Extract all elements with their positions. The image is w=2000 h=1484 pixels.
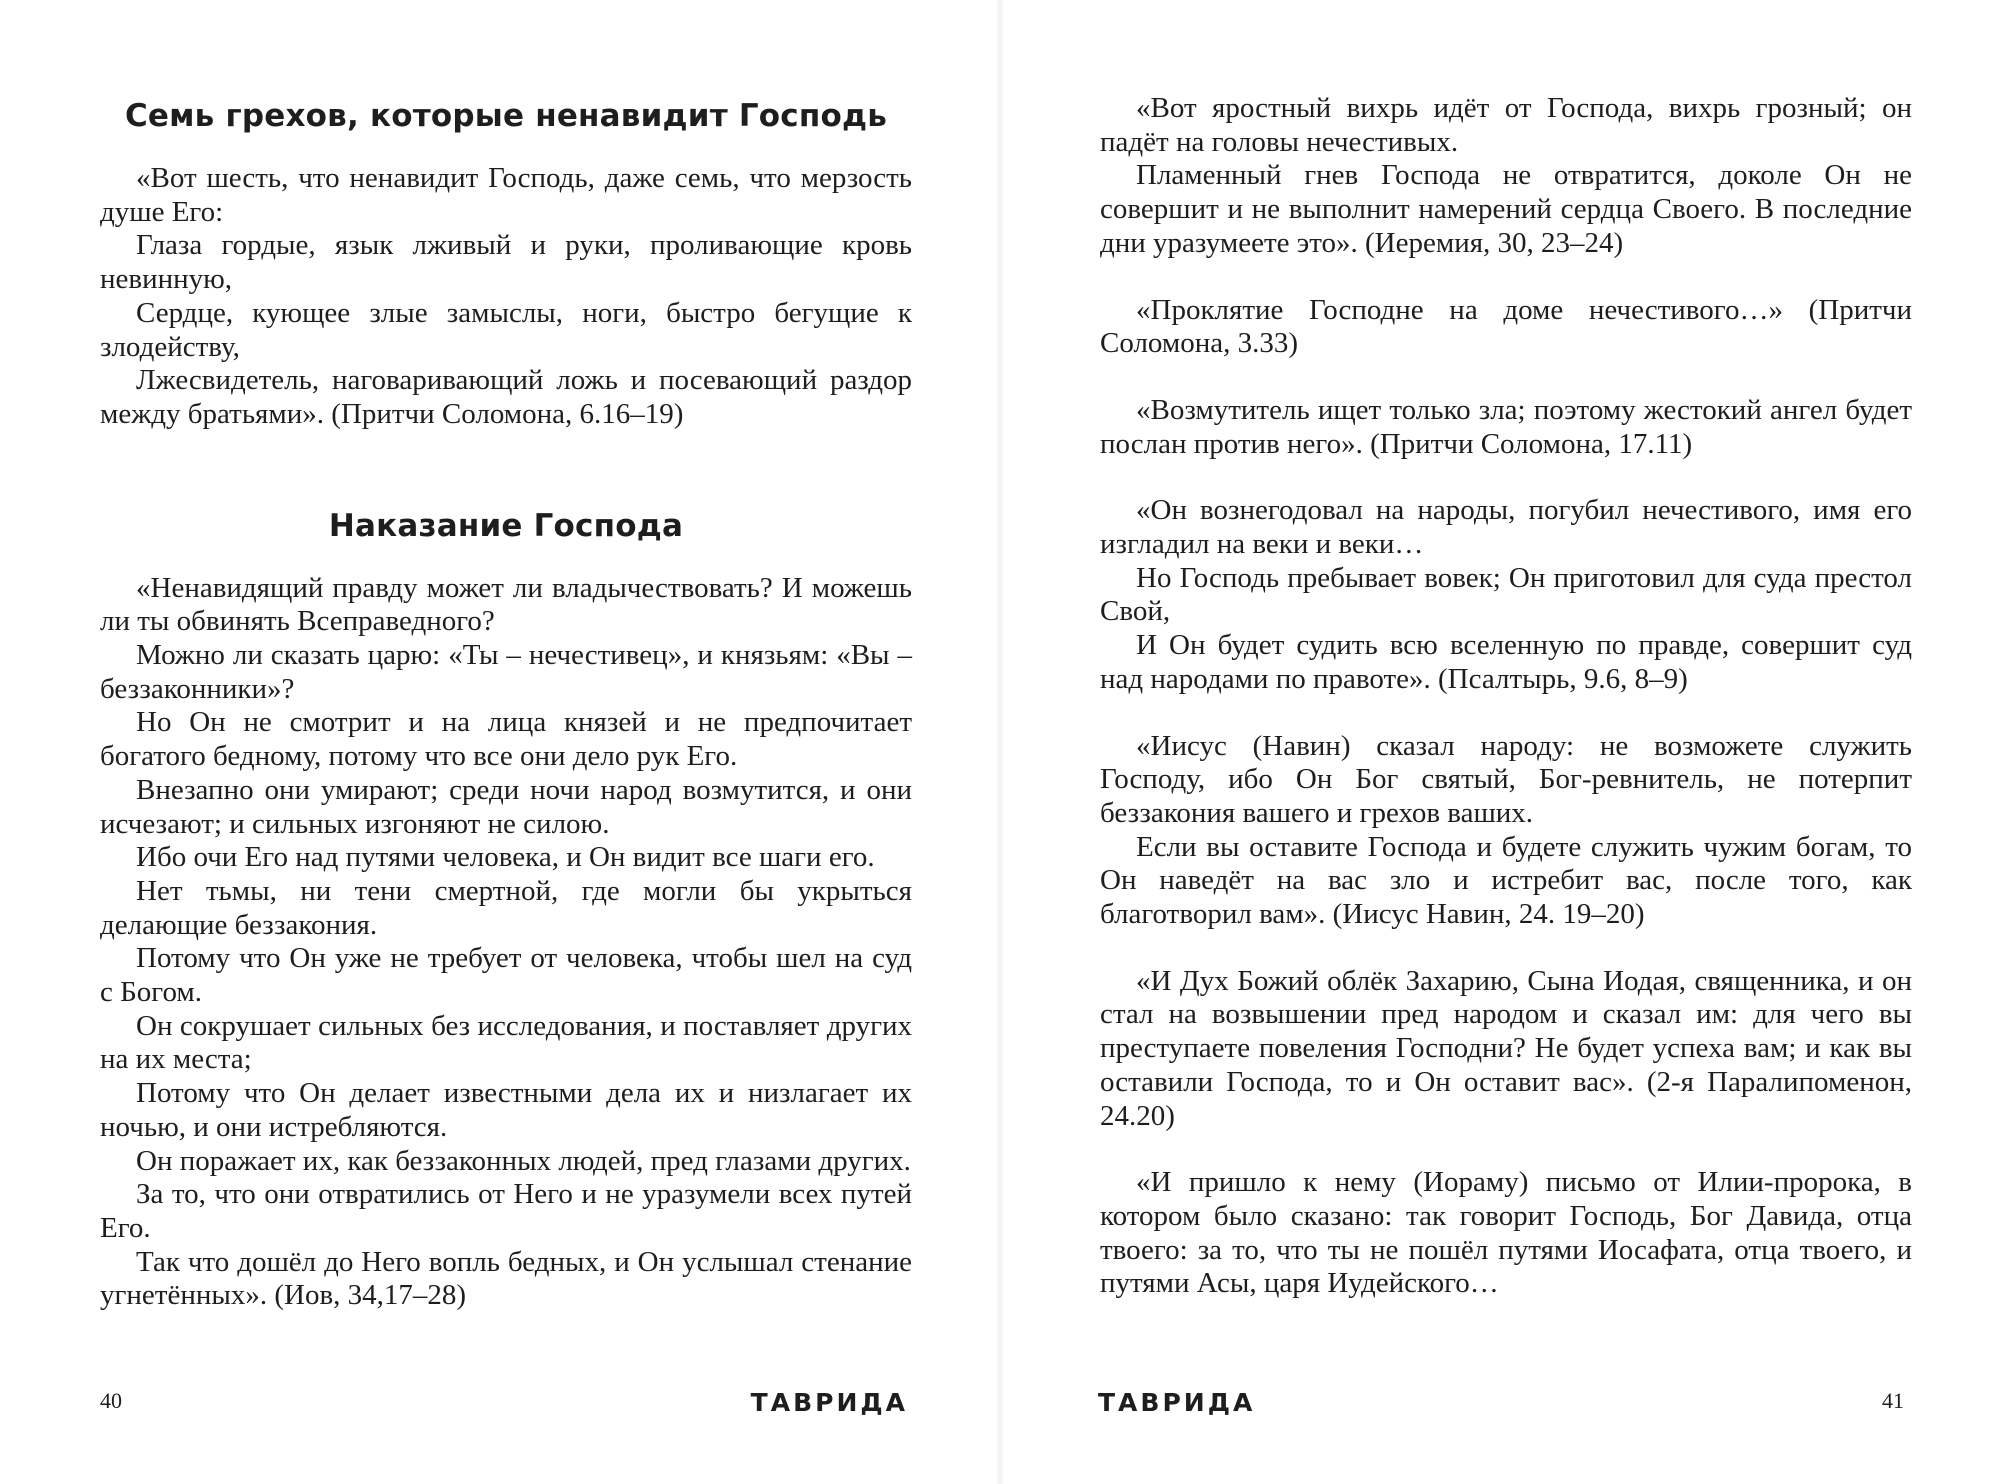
quote-block: [1100, 494, 1912, 696]
paragraph: Сердце, кующее злые замыслы, ноги, быстро бегущие к злодейству,: [100, 296, 912, 363]
paragraph: Он поражает их, как беззаконных людей, пред глазами других.: [136, 1144, 911, 1177]
paragraph: Пламенный гнев Господа не отвратится, доколе Он не совершит и не выполнит намерений сердца Своего. В последние дни уразумеете это». (Иеремия, 30, 23–24): [1100, 159, 1912, 259]
section-body-seven-sins: [100, 162, 912, 432]
paragraph: «И Дух Божий облёк Захарию, Сына Иодая, священника, и он стал на возвышении пред народом и сказал им: для чего вы преступаете повеления Господни? Не будет успеха вам; и как вы оставили Господа, то и Он оставит вас». (2-я Паралипоменон, 24.20): [1100, 964, 1912, 1132]
page-number-right: 41: [1882, 1388, 1904, 1413]
publisher-logo-right: ТАВРИДА: [1098, 1388, 1256, 1417]
paragraph: Он сокрушает сильных без исследования, и поставляет других на их места;: [100, 1009, 912, 1076]
paragraph: Можно ли сказать царю: «Ты – нечестивец», и князьям: «Вы –беззаконники»?: [100, 639, 912, 705]
paragraph: Потому что Он уже не требует от человека, чтобы шел на суд с Богом.: [100, 942, 912, 1009]
right-page: [1000, 0, 2000, 1484]
paragraph: Глаза гордые, язык лживый и руки, проливающие кровь невинную,: [100, 229, 912, 296]
paragraph: Лжесвидетель, наговаривающий ложь и посевающий раздор между братьями». (Притчи Соломона, 6.16–19): [100, 364, 912, 430]
paragraph: Внезапно они умирают; среди ночи народ возмутится, и они исчезают; и сильных изгоняют не силою.: [100, 773, 912, 840]
paragraph: За то, что они отвратились от Него и не уразумели всех путей Его.: [100, 1178, 912, 1244]
paragraph: «Вот шесть, что ненавидит Господь, даже семь, что мерзость душе Его:: [100, 162, 912, 228]
right-text-column: [1100, 92, 1912, 1301]
quote-block: [1100, 730, 1912, 932]
paragraph: «Иисус (Навин) сказал народу: не возможете служить Господу, ибо Он Бог святый, Бог-ревнитель, не потерпит беззакония вашего и грехов ваших.: [1100, 729, 1912, 829]
paragraph: Но Он не смотрит и на лица князей и не предпочитает богатого бедному, потому что все они дело рук Его.: [100, 706, 912, 773]
section-title-punishment: Наказание Господа: [328, 507, 684, 544]
paragraph: «Проклятие Господне на доме нечестивого…» (Притчи Соломона, 3.33): [1100, 293, 1912, 360]
quote-block: [1100, 294, 1912, 361]
paragraph: Если вы оставите Господа и будете служить чужим богам, то Он наведёт на вас зло и истребит вас, после того, как благотворил вам». (Иисус Навин, 24. 19–20): [1100, 830, 1912, 931]
paragraph: Потому что Он делает известными дела их и низлагает их ночью, и они истребляются.: [100, 1077, 912, 1143]
left-text-column: [100, 92, 912, 1313]
paragraph: «И пришло к нему (Иораму) письмо от Илии-пророка, в котором было сказано: так говорит Господь, Бог Давида, отца твоего: за то, что ты не пошёл путями Иосафата, отца твоего, и путями Асы, царя Иудейского…: [1100, 1166, 1912, 1300]
paragraph: «Он вознегодовал на народы, погубил нечестивого, имя его изгладил на веки и веки…: [1100, 494, 1912, 561]
quote-block: [1100, 965, 1912, 1134]
paragraph: «Ненавидящий правду может ли владычествовать? И можешь ли ты обвинять Всеправедного?: [100, 571, 912, 638]
paragraph: Нет тьмы, ни тени смертной, где могли бы укрыться делающие беззакония.: [100, 874, 912, 941]
paragraph: Так что дошёл до Него вопль бедных, и Он услышал стенание угнетённых». (Иов, 34,17–28): [100, 1245, 912, 1312]
paragraph: Ибо очи Его над путями человека, и Он видит все шаги его.: [136, 841, 875, 874]
quote-block: [1100, 1166, 1912, 1301]
section-title-seven-sins: Семь грехов, которые ненавидит Господь: [124, 98, 888, 134]
quote-block: [1100, 394, 1912, 461]
page-number-left: 40: [100, 1388, 122, 1413]
section-body-punishment: [100, 572, 912, 1313]
paragraph: «Возмутитель ищет только зла; поэтому жестокий ангел будет послан против него». (Притчи Соломона, 17.11): [1100, 393, 1912, 460]
paragraph: «Вот яростный вихрь идёт от Господа, вихрь грозный; он падёт на головы нечестивых.: [1100, 92, 1912, 158]
paragraph: Но Господь пребывает вовек; Он приготовил для суда престол Свой,: [1100, 561, 1912, 628]
quote-block: [1100, 92, 1912, 261]
paragraph: И Он будет судить всю вселенную по правде, совершит суд над народами по правоте». (Псалтырь, 9.6, 8–9): [1100, 629, 1912, 695]
publisher-logo-left: ТАВРИДА: [750, 1388, 908, 1417]
